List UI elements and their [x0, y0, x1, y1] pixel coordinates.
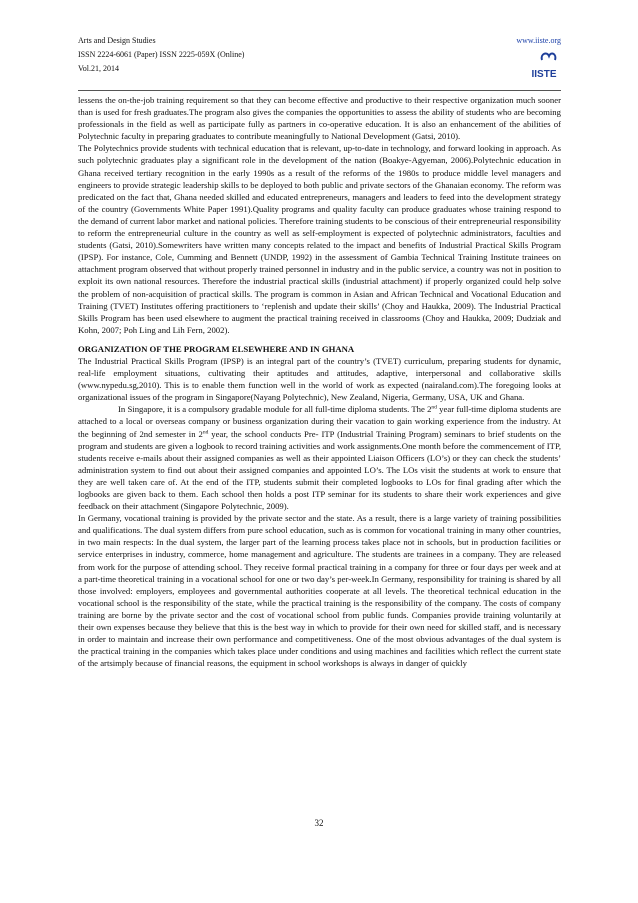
page-header [78, 34, 561, 86]
paragraph-4 [78, 403, 561, 512]
paragraph-1: lessens the on-the-job training requirement so that they can become effective and productive to their respective organization much sooner than is used for fresh graduates.The program also gives the companies the opportunities to assess the ability of students who are becoming professionals in the field as well as participate fully as partners in co-operative education. It is also an enhancement of the abilities of Polytechnic faculty in preparing graduates to contribute meaningfully to National Development (Gatsi, 2010). [78, 95, 561, 142]
logo-text: IISTE [531, 69, 557, 80]
logo-swoosh [542, 53, 556, 60]
paragraph-5: In Germany, vocational training is provided by the private sector and the state. As a result, there is a large variety of training possibilities and qualifications. The dual system differs from pure school education, such as is common for vocational training in many other countries, in two main respects: In the dual system, the larger part of the learning process takes place not in schools, but in production facilities or service enterprises in industry, commerce, home management and agriculture. The students are trainees in a company. They are released from work for the purpose of attending school. They receive formal practical training in a company for three or four days per week and at a part-time theoretical training in a vocational school for one or two day’s per-week.In Germany, responsibility for training is shared by all those involved: employers, employees and governmental authorities cooperate at all levels. The theoretical technical education in the vocational school is the responsibility of the state, while the practical training is the responsibility of the company. The costs of company training are borne by the private sector and the cost of vocational school from public funds. Companies provide training voluntarily at their own expenses because they believe that this is the best way in which to provide for their own need for skilled staff, and is necessary in order to maintain and increase their own performance and competitiveness. One of the most obvious advantages of the dual system is the practical training in the companies which takes place under conditions and using machines and facilities which reflect the current state of the artsimply because of financial reasons, the equipment in school workshops is always in danger of quickly [78, 513, 561, 669]
p4-superscript-2: nd [202, 429, 209, 436]
section-heading: ORGANIZATION OF THE PROGRAM ELSEWHERE AND IN GHANA [78, 343, 355, 354]
journal-info [78, 34, 561, 76]
iiste-logo [527, 50, 561, 82]
header-rule [78, 90, 561, 91]
page-number: 32 [314, 818, 324, 828]
journal-url-link[interactable]: www.iiste.org [516, 36, 561, 45]
p4-superscript-1: nd [431, 404, 437, 411]
article-body [78, 94, 561, 669]
volume-line: Vol.21, 2014 [78, 64, 119, 73]
journal-title: Arts and Design Studies [78, 36, 156, 45]
p4-text-b: year full-time diploma students are attached to a local or overseas company or business organization during their vacation to gain working experience from the industry. At the beginning of 2nd semester in 2 [78, 404, 561, 439]
issn-line: ISSN 2224-6061 (Paper) ISSN 2225-059X (Online) [78, 50, 245, 59]
paragraph-2: The Polytechnics provide students with technical education that is relevant, up-to-date in technology, and forward looking in approach. As such polytechnic graduates play a significant role in the development of the nation (Boakye-Agyeman, 2006).Polytechnic education in Ghana received tertiary recognition in the early 1990s as a result of the reforms of the 1980s to produce middle level managers and engineers to provide strategic leadership skills to be deployed to both public and private sectors of the Ghanaian economy. The reform was predicated on the fact that, Ghana needed skilled and educated entrepreneurs, managers and leaders to feed into the development strategy of the country (Governments White Paper 1991).Quality programs and quality faculty can produce graduates whose training respond to the demand of current labor market and national policies. Therefore training students to be conscious of their entrepreneurial responsibility to reform the entrepreneurial culture in the country as well as self-employment is expected of polytechnic administrators, faculties and students (Gatsi, 2010).Somewriters have written many concepts related to the impact and benefits of Industrial Practical Skills Program (IPSP). For instance, Cole, Cumming and Bennett (UNDP, 1992) in the assessment of Gambia Technical Training Institute trainees on attachment program observed that without properly trained personnel in industry and in the public service, a country was not in position to exploit its own national resources. Therefore the industrial practical skills (industrial attachment) if properly organized could help solve the problem of non-acquisition of practical skills. The program is common in Asian and African Technical and Vocational Education and Training (TVET) Institutes offering practitioners to ‘replenish and update their skills’ (Choy and Haukka, 2009). The Industrial Practical Skills Program has been used elsewhere to augment the practical training received in classrooms (Choy and Haukka, 2009; Dudziak and Kohn, 2007; Poh Ling and Lih Fern, 2002). [78, 143, 561, 335]
p4-text-a: In Singapore, it is a compulsory gradable module for all full-time diploma students. The 2 [118, 404, 432, 415]
p4-text-c: year, the school conducts Pre- ITP (Industrial Training Program) seminars to brief students on the program and students are given a logbook to record training activities and work assignments.One month before the commencement of ITP, students receive e-mails about their assigned companies as well as their appointed Liaison Officers (LO’s) or they can check the students’ administration system to find out about their assigned companies and appointed LO’s. The LOs visit the students at work to ensure that they are well taken care of. At the end of the ITP, students submit their completed logbooks to LOs for final grading after which the logbooks are given back to them. Each school then holds a post ITP seminar for its students to share their work experiences and give feedback on their attachment (Singapore Polytechnic, 2009). [78, 428, 561, 512]
paragraph-3: The Industrial Practical Skills Program (IPSP) is an integral part of the country’s (TVET) curriculum, preparing students for dynamic, real-life employment situations, cultivating their aptitudes and attitudes, adaptive, interpersonal and collaborative skills (www.nypedu.sg,2010). This is to enable them function well in the world of work as expected (nairaland.com).The foregoing looks at organizational issues of the program in Singapore(Nayang Polytechnic), New Zealand, Nigeria, Germany, USA, UK and Ghana. [78, 355, 561, 403]
